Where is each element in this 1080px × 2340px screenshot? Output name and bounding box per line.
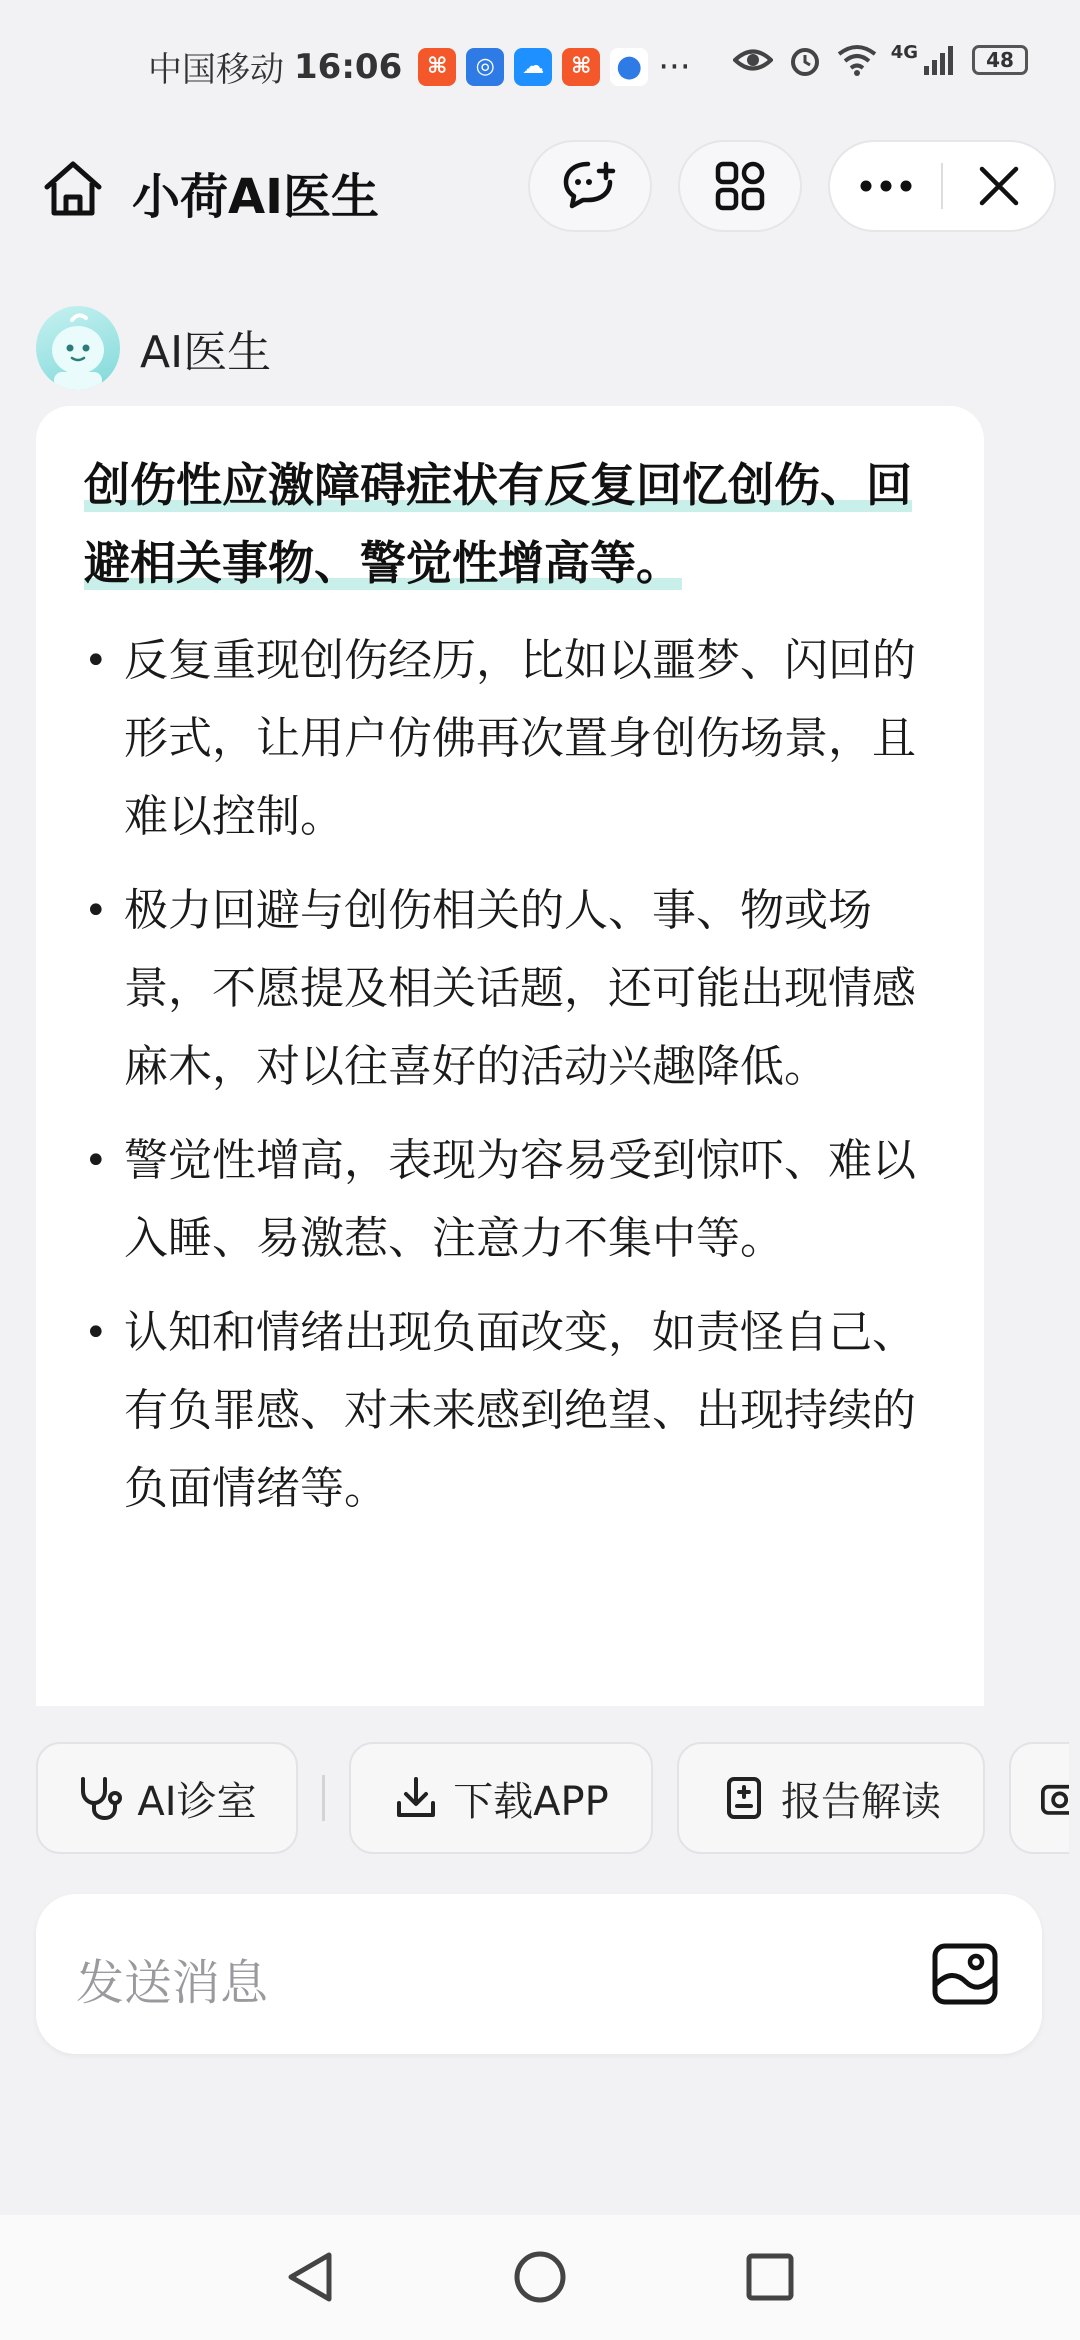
home-icon <box>42 159 104 219</box>
list-item: • 警觉性增高，表现为容易受到惊吓、难以入睡、易激惹、注意力不集中等。 <box>84 1122 936 1278</box>
weather-icon: ☁ <box>514 48 552 86</box>
app-notification-icon: ◎ <box>466 48 504 86</box>
agent-header <box>36 306 271 390</box>
download-icon <box>393 1775 439 1821</box>
alarm-icon <box>787 42 823 78</box>
more-notifications-icon: ··· <box>658 46 691 87</box>
network-type: 4G <box>890 41 918 63</box>
back-triangle-icon <box>285 2249 335 2305</box>
carrier-label: 中国移动 <box>148 50 284 90</box>
close-icon <box>978 165 1020 207</box>
list-item: • 认知和情绪出现负面改变，如责怪自己、有负罪感、对未来感到绝望、出现持续的负面情绪等。 <box>84 1294 936 1528</box>
app-notification-icon: ⌘ <box>418 48 456 86</box>
close-button[interactable] <box>943 142 1054 230</box>
battery-indicator: 48 <box>972 45 1028 75</box>
avatar <box>36 306 120 390</box>
symptom-list <box>84 622 936 1528</box>
status-bar <box>0 0 1080 130</box>
message-headline-text: 创伤性应激障碍症状有反复回忆创伤、回避相关事物、警觉性增高等。 <box>84 458 912 590</box>
stethoscope-icon <box>77 1775 123 1821</box>
clock: 16:06 <box>294 46 403 87</box>
apps-button[interactable] <box>678 140 802 232</box>
download-app-button[interactable] <box>349 1742 653 1854</box>
nav-bar <box>0 130 1080 250</box>
browser-icon: ● <box>610 48 648 86</box>
status-left <box>148 42 691 91</box>
chat-add-icon <box>562 160 618 212</box>
more-icon <box>860 180 912 192</box>
new-chat-button[interactable] <box>528 140 652 232</box>
list-item: • 极力回避与创伤相关的人、事、物或场景，不愿提及相关话题，还可能出现情感麻木，对以往喜好的活动兴趣降低。 <box>84 872 936 1106</box>
doctor-avatar-icon <box>36 306 120 390</box>
home-button[interactable] <box>38 154 108 224</box>
message-bubble <box>36 406 984 1706</box>
mini-program-capsule <box>828 140 1056 232</box>
camera-button[interactable] <box>1009 1742 1069 1854</box>
ai-clinic-label: AI诊室 <box>137 1778 257 1825</box>
recents-button[interactable] <box>738 2245 802 2309</box>
image-upload-button[interactable] <box>930 1938 1002 2010</box>
back-button[interactable] <box>278 2245 342 2309</box>
agent-name: AI医生 <box>140 327 272 378</box>
message-input-placeholder[interactable]: 发送消息 <box>76 1955 269 2011</box>
home-circle-icon <box>512 2249 568 2305</box>
image-icon <box>930 1938 1002 2010</box>
report-reading-label: 报告解读 <box>781 1778 941 1825</box>
message-composer[interactable] <box>36 1894 1042 2054</box>
report-icon <box>721 1775 767 1821</box>
status-right <box>733 42 1028 78</box>
chip-divider <box>322 1775 325 1821</box>
apps-grid-icon <box>714 160 766 212</box>
home-nav-button[interactable] <box>508 2245 572 2309</box>
recents-square-icon <box>744 2251 796 2303</box>
list-item: • 反复重现创伤经历，比如以噩梦、闪回的形式，让用户仿佛再次置身创伤场景，且难以控制。 <box>84 622 936 856</box>
quick-actions <box>36 1742 1069 1854</box>
eye-icon <box>733 45 773 75</box>
ai-clinic-button[interactable] <box>36 1742 298 1854</box>
camera-icon <box>1041 1778 1069 1818</box>
report-reading-button[interactable] <box>677 1742 985 1854</box>
signal-icon <box>922 44 958 76</box>
app-notification-icon: ⌘ <box>562 48 600 86</box>
download-app-label: 下载APP <box>453 1778 609 1825</box>
page-title: 小荷AI医生 <box>132 169 380 225</box>
system-navigation-bar <box>0 2215 1080 2340</box>
wifi-icon <box>837 44 877 76</box>
more-button[interactable] <box>830 142 941 230</box>
message-headline <box>84 446 936 602</box>
